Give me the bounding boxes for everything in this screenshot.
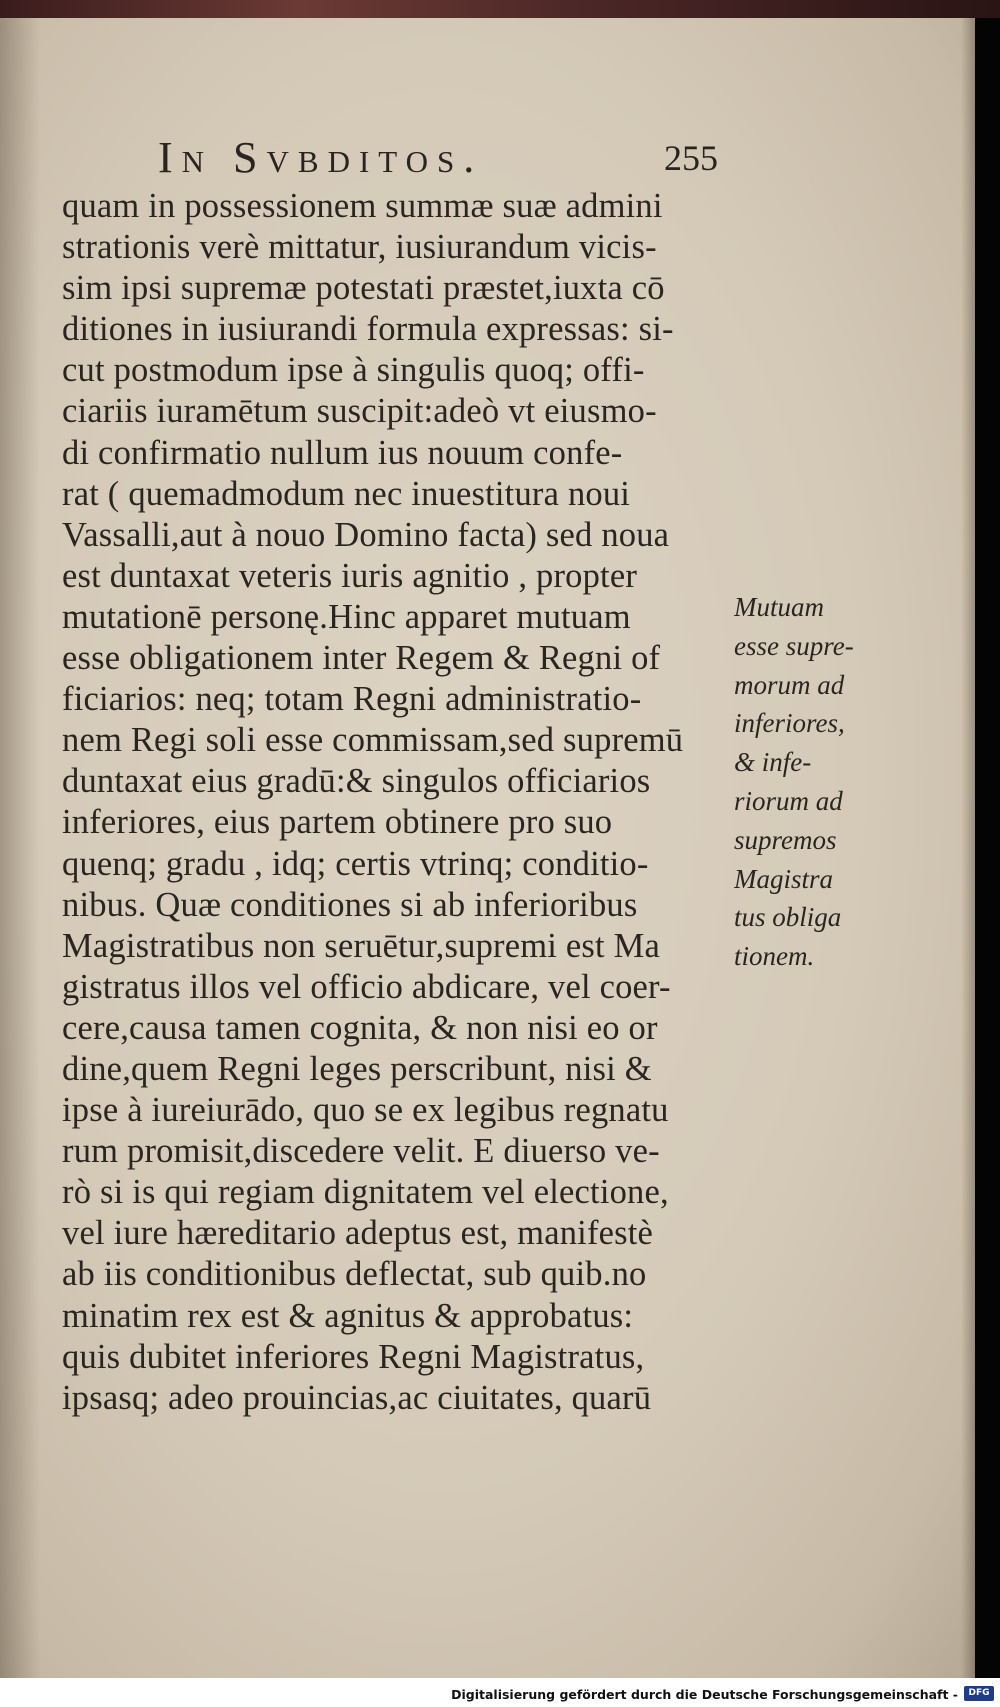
text-line: nem Regi soli esse commissam,sed supremū — [62, 721, 684, 760]
text-line: gistratus illos vel officio abdicare, vel coer- — [62, 967, 671, 1006]
gutter-shadow — [0, 18, 40, 1678]
text-line: est duntaxat veteris iuris agnitio , propter — [62, 556, 638, 595]
book-page — [0, 18, 978, 1678]
margin-note-line: & infe- — [734, 747, 812, 778]
margin-note-line: riorum ad — [734, 785, 843, 816]
text-line: Magistratibus non seruētur,supremi est Ma — [62, 926, 661, 965]
margin-note-line: esse supre- — [734, 630, 854, 661]
text-line: ditiones in iusiurandi formula expressas: si- — [62, 310, 674, 349]
marginal-note — [734, 588, 884, 976]
text-line: esse obligationem inter Regem & Regni of — [62, 639, 661, 678]
text-line: cere,causa tamen cognita, & non nisi eo or — [62, 1008, 658, 1047]
text-line: mutationē personę.Hinc apparet mutuam — [62, 597, 631, 636]
funding-credit: Digitalisierung gefördert durch die Deutsche Forschungsgemeinschaft - — [451, 1687, 958, 1702]
margin-note-line: tus obliga — [734, 902, 842, 933]
running-head: In Svbditos. — [158, 133, 484, 182]
text-line: Vassalli,aut à nouo Domino facta) sed noua — [62, 515, 670, 554]
text-line: rat ( quemadmodum nec inuestitura noui — [62, 474, 631, 513]
text-line: vel iure hæreditario adeptus est, manifestè — [62, 1214, 654, 1253]
page-edge-shadow — [961, 18, 975, 1678]
text-line: di confirmatio nullum ius nouum confe- — [62, 433, 623, 472]
footer-bar — [0, 1678, 1000, 1707]
margin-note-line: morum ad — [734, 669, 845, 700]
text-line: ipsasq; adeo prouincias,ac ciuitates, quarū — [62, 1378, 652, 1417]
scan-right-edge — [975, 18, 1000, 1678]
page-header — [158, 128, 718, 188]
margin-note-line: inferiores, — [734, 708, 845, 739]
margin-note-line: tionem. — [734, 941, 815, 972]
text-line: duntaxat eius gradū:& singulos officiarios — [62, 762, 651, 801]
text-line: inferiores, eius partem obtinere pro suo — [62, 803, 613, 842]
text-line: quis dubitet inferiores Regni Magistratus, — [62, 1337, 645, 1376]
text-line: dine,quem Regni leges perscribunt, nisi & — [62, 1049, 652, 1088]
text-line: sim ipsi supremæ potestati præstet,iuxta cō — [62, 269, 665, 308]
text-line: quenq; gradu , idq; certis vtrinq; conditio- — [62, 844, 649, 883]
text-line: minatim rex est & agnitus & approbatus: — [62, 1296, 634, 1335]
margin-note-line: Magistra — [734, 863, 834, 894]
text-line: cut postmodum ipse à singulis quoq; offi- — [62, 351, 645, 390]
margin-note-line: Mutuam — [734, 592, 824, 622]
text-line: ciariis iuramētum suscipit:adeò vt eiusmo- — [62, 392, 657, 431]
text-line: ab iis conditionibus deflectat, sub quib.no — [62, 1255, 647, 1294]
text-line: rò si is qui regiam dignitatem vel electione, — [62, 1173, 669, 1212]
dfg-logo: DFG — [964, 1686, 994, 1701]
margin-note-line: supremos — [734, 824, 837, 855]
text-line: ipse à iureiurādo, quo se ex legibus regnatu — [62, 1091, 669, 1130]
text-line: strationis verè mittatur, iusiurandum vicis- — [62, 228, 657, 267]
text-line: nibus. Quæ conditiones si ab inferioribus — [62, 885, 638, 924]
text-line: ficiarios: neq; totam Regni administratio- — [62, 680, 642, 719]
text-line: rum promisit,discedere velit. E diuerso ve- — [62, 1132, 660, 1171]
text-line: quam in possessionem summæ suæ admini — [62, 187, 663, 225]
main-text-block — [62, 186, 726, 1419]
page-number: 255 — [664, 138, 718, 178]
